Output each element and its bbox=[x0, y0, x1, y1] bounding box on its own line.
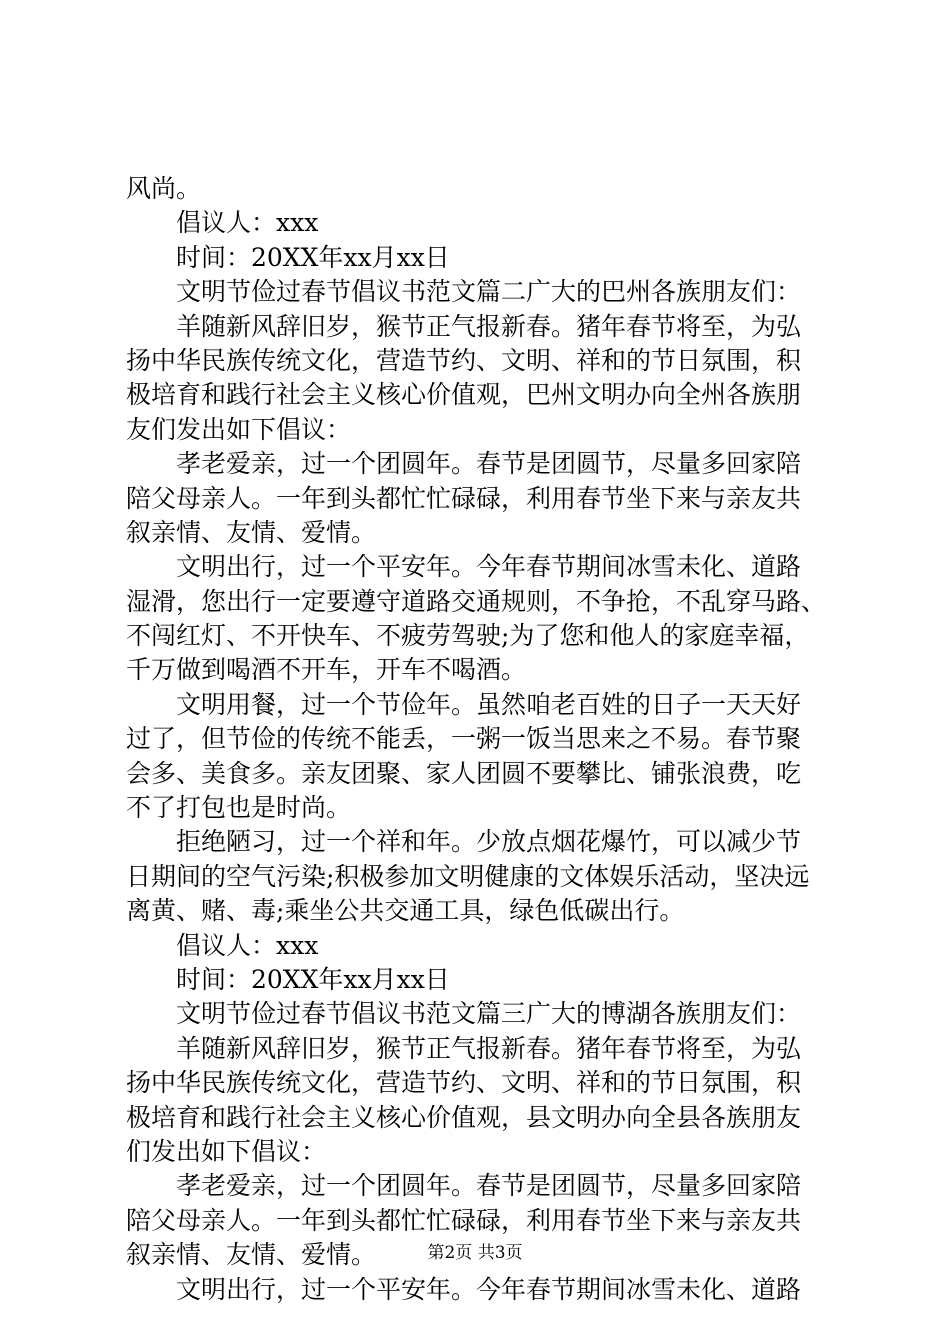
text-line: 倡议人：xxx bbox=[176, 930, 319, 960]
text-line: 扬中华民族传统文化，营造节约、文明、祥和的节日氛围，积 bbox=[126, 345, 802, 375]
text-line: 陪父母亲人。一年到头都忙忙碌碌，利用春节坐下来与亲友共 bbox=[126, 483, 802, 513]
text-line: 文明节俭过春节倡议书范文篇三广大的博湖各族朋友们： bbox=[176, 999, 802, 1029]
text-line: 日期间的空气污染;积极参加文明健康的文体娱乐活动，坚决远 bbox=[126, 861, 810, 891]
text-line: 湿滑，您出行一定要遵守道路交通规则，不争抢，不乱穿马路、 bbox=[126, 586, 827, 616]
document-body bbox=[126, 172, 838, 1307]
text-line: 叙亲情、友情、爱情。 bbox=[126, 1240, 377, 1270]
text-line: 极培育和践行社会主义核心价值观，巴州文明办向全州各族朋 bbox=[126, 380, 802, 410]
text-line: 风尚。 bbox=[126, 174, 202, 203]
text-line: 文明节俭过春节倡议书范文篇二广大的巴州各族朋友们： bbox=[176, 277, 802, 307]
text-line: 倡议人：xxx bbox=[176, 208, 319, 238]
text-line: 时间：20XX年xx月xx日 bbox=[176, 964, 450, 994]
text-line: 文明出行，过一个平安年。今年春节期间冰雪未化、道路 bbox=[176, 1274, 802, 1304]
text-line: 不闯红灯、不开快车、不疲劳驾驶;为了您和他人的家庭幸福， bbox=[126, 621, 810, 651]
text-line: 拒绝陋习，过一个祥和年。少放点烟花爆竹，可以减少节 bbox=[176, 827, 802, 857]
text-line: 过了，但节俭的传统不能丢，一粥一饭当思来之不易。春节聚 bbox=[126, 724, 802, 754]
text-line: 陪父母亲人。一年到头都忙忙碌碌，利用春节坐下来与亲友共 bbox=[126, 1205, 802, 1235]
text-line: 扬中华民族传统文化，营造节约、文明、祥和的节日氛围，积 bbox=[126, 1068, 802, 1098]
text-line: 友们发出如下倡议： bbox=[126, 414, 352, 444]
text-line: 离黄、赌、毒;乘坐公共交通工具，绿色低碳出行。 bbox=[126, 896, 685, 926]
text-line: 文明出行，过一个平安年。今年春节期间冰雪未化、道路 bbox=[176, 552, 802, 582]
text-line: 时间：20XX年xx月xx日 bbox=[176, 242, 450, 272]
text-line: 叙亲情、友情、爱情。 bbox=[126, 517, 377, 547]
text-line: 们发出如下倡议： bbox=[126, 1136, 327, 1166]
page-footer: 第2页 共3页 bbox=[427, 1243, 523, 1263]
text-line: 孝老爱亲，过一个团圆年。春节是团圆节，尽量多回家陪 bbox=[176, 449, 802, 479]
text-line: 不了打包也是时尚。 bbox=[126, 793, 352, 823]
text-line: 极培育和践行社会主义核心价值观，县文明办向全县各族朋友 bbox=[126, 1102, 802, 1132]
text-line: 羊随新风辞旧岁，猴节正气报新春。猪年春节将至，为弘 bbox=[176, 1033, 802, 1063]
text-line: 羊随新风辞旧岁，猴节正气报新春。猪年春节将至，为弘 bbox=[176, 311, 802, 341]
text-line: 会多、美食多。亲友团聚、家人团圆不要攀比、铺张浪费，吃 bbox=[126, 758, 802, 788]
text-line: 千万做到喝酒不开车，开车不喝酒。 bbox=[126, 655, 527, 685]
text-line: 文明用餐，过一个节俭年。虽然咱老百姓的日子一天天好 bbox=[176, 689, 802, 719]
text-line: 孝老爱亲，过一个团圆年。春节是团圆节，尽量多回家陪 bbox=[176, 1171, 802, 1201]
